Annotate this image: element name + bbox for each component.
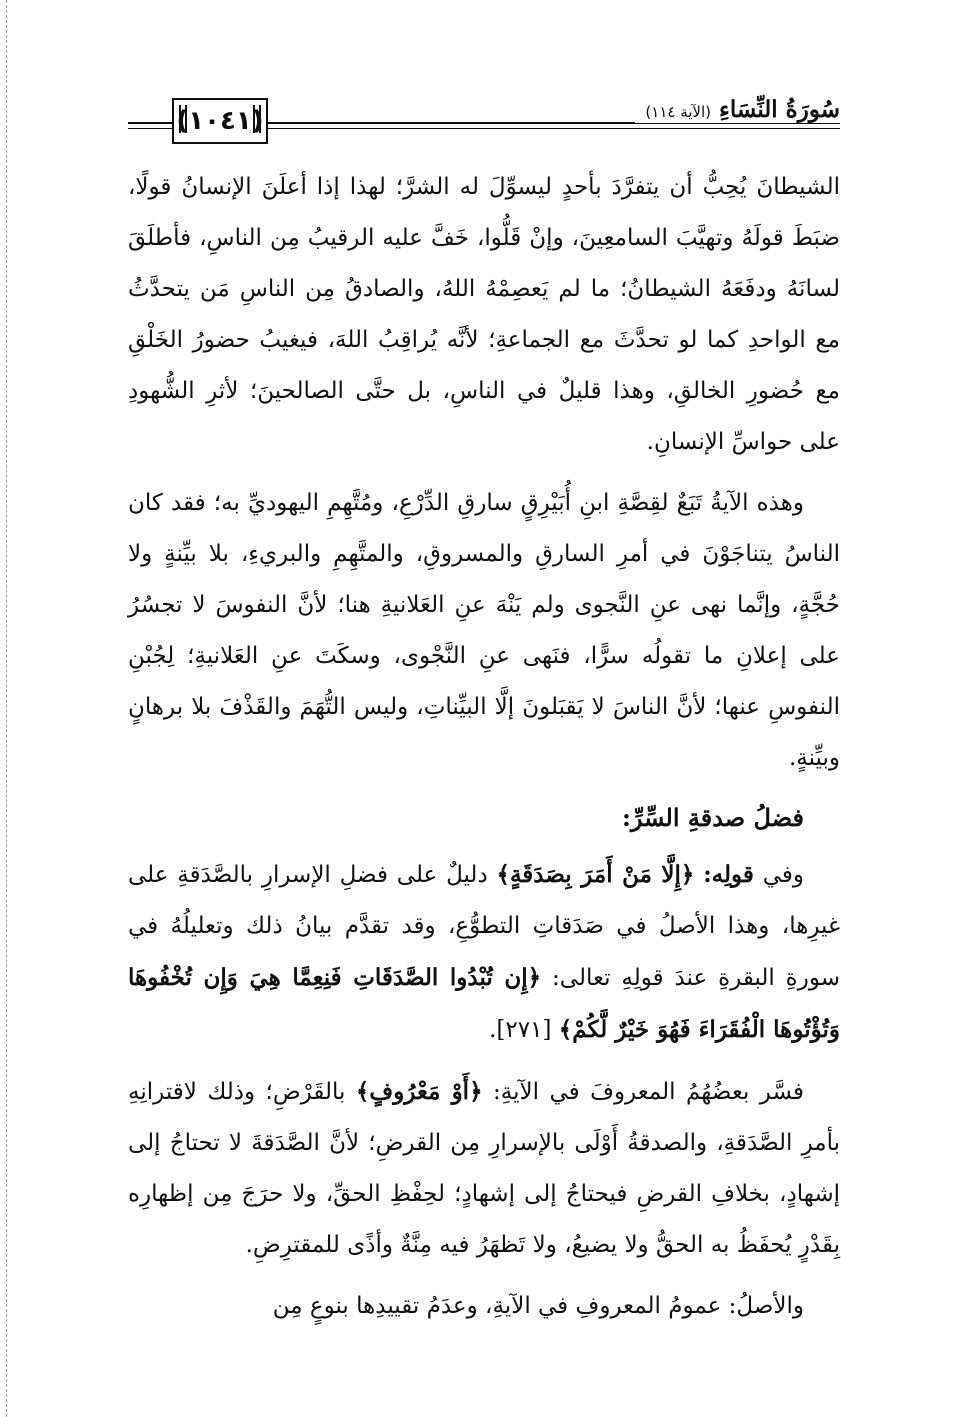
paragraph-3: [128, 849, 840, 1056]
paragraph-text: فسَّر بعضُهُمُ المعروفَ في الآيةِ:: [493, 1079, 805, 1105]
text-line: الناسِ، فأطلَقَ لسانَهُ ودفَعَهُ الشيطانُ؛ ما لم يَعصِمْهُ اللهُ، والصادقُ مِن: [128, 225, 840, 302]
verse-reference: (الآية ١١٤): [645, 103, 711, 121]
text-line: الناسِ مَن يتحدَّثُ مع الواحدِ كما لو تحدَّثَ مع الجماعةِ؛ لأنَّه: [128, 276, 840, 353]
text-line: النفوسَ لا تجسُرُ على إعلانِ ما تقولُه سرًّا، فنَهى عنِ النَّجْوى، وسكَتَ: [128, 592, 840, 669]
paragraph-text: دليلٌ على فضلِ الإسرارِ بالصَّدَقةِ على غيرِها، وهذا الأصلُ في صَدَقاتِ التطوُّعِ، وقد تقدَّم بيانُ ذلك وتعليلُهُ في سورةِ البقرةِ عندَ قولِهِ تعالى:: [128, 862, 840, 991]
text-line: يُراقِبُ اللهَ، فيغيبُ حضورُ الخَلْقِ مع حُضورِ الخالقِ، وهذا قليلٌ في: [128, 327, 840, 404]
text-line: بلا بيِّنةٍ ولا حُجَّةٍ، وإنَّما نهى عنِ النَّجوى ولم يَنْهَ عنِ العَلانيةِ هنا؛ لأنَّ: [128, 541, 840, 618]
verse-citation: [٢٧١].: [489, 1017, 552, 1043]
paragraph-text: والأصلُ: عمومُ المعروفِ في الآيةِ، وعدَمُ تقييدِها بنوعٍ مِن: [272, 1293, 804, 1319]
page-header: [128, 92, 840, 154]
section-heading: فضلُ صدقةِ السِّرِّ:: [622, 803, 804, 832]
quran-quote: ﴿إِلَّا مَنْ أَمَرَ بِصَدَقَةٍ﴾: [496, 861, 695, 888]
text-line: الشيطانَ يُحِبُّ أن يتفرَّدَ بأحدٍ ليسوِّلَ له الشرَّ؛ لهذا إذا أعلَنَ الإنسانُ: [181, 174, 840, 200]
quran-quote: ﴿إِن تُبْدُوا الصَّدَقَاتِ فَنِعِمَّا هِيَ وَإِن تُخْفُوهَا وَتُؤْتُوهَا الْفُقَرَاءَ فَهُوَ خَيْرٌ لَّكُمْ﴾: [128, 964, 840, 1043]
text-line: وليس التُّهَمَ والقَذْفَ بلا برهانٍ وبيِّنةٍ.: [128, 694, 840, 771]
lead-bold: قولِه:: [703, 861, 754, 888]
text-line: عنِ العَلانيةِ؛ لِجُبْنِ النفوسِ عنها؛ لأنَّ الناسَ لا يَقبَلونَ إلَّا البيِّناتِ،: [128, 643, 840, 720]
lead-in: وفي: [762, 862, 804, 888]
text-line: الناسِ، بل حتَّى الصالحينَ؛ لأثرِ الشُّهودِ على حواسِّ الإنسانِ.: [128, 378, 840, 455]
paragraph-4: [128, 1066, 840, 1271]
surah-title: سُورَةُ النِّسَاءِ: [719, 96, 840, 123]
page-edge-rule: [0, 0, 7, 1417]
page-number: (١٠٤١): [176, 106, 264, 136]
paragraph-1: [128, 162, 840, 468]
text-line: قولًا، ضبَطَ قولَهُ وتهيَّبَ السامعِينَ، وإنْ قَلُّوا، خَفَّ عليه الرقيبُ مِن: [128, 174, 841, 251]
text-line: فقد كان الناسُ يتناجَوْنَ في أمرِ السارقِ والمسروقِ، والمتَّهِمِ والبريءِ،: [128, 490, 840, 567]
quran-quote: ﴿أَوْ مَعْرُوفٍ﴾: [355, 1078, 483, 1105]
paragraph-text: بالقَرْضِ؛ وذلك لاقترانِهِ بأمرِ الصَّدَقةِ، والصدقةُ أَوْلَى بالإسرارِ مِن القرضِ؛ لأنَّ الصَّدَقةَ لا تحتاجُ إلى إشهادٍ، بخلافِ القرضِ فيحتاجُ إلى إشهادٍ؛ لحِفْظِ الحقِّ، ولا حرَجَ مِن إظهارِه بِقَدْرٍ يُحفَظُ به الحقُّ ولا يضيعُ، ولا تَظهَرُ فيه مِنَّةٌ وأذًى للمقترِضِ.: [128, 1079, 840, 1258]
text-line: وهذه الآيةُ تَبَعٌ لقِصَّةِ ابنِ أُبَيْرِقٍ سارقِ الدِّرْعِ، ومُتَّهِمِ اليهوديِّ به؛: [213, 490, 804, 516]
paragraph-2: [128, 478, 840, 784]
running-head: [635, 96, 840, 123]
paragraph-5: [128, 1281, 840, 1332]
body-text: [128, 162, 840, 1332]
page-number-box: [172, 98, 268, 144]
